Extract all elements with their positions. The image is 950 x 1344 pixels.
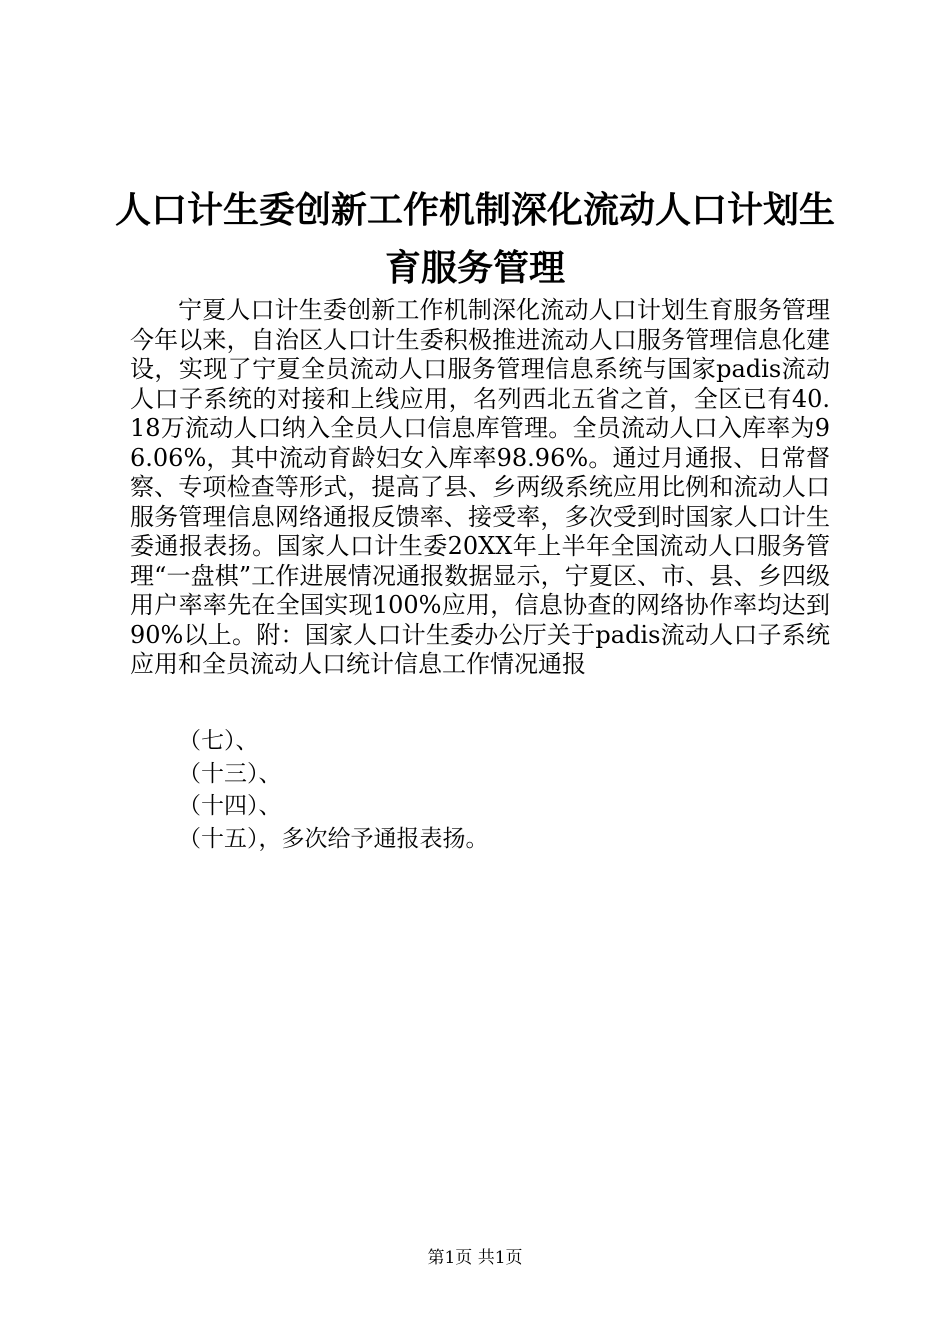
list-item: （七）、: [178, 728, 259, 754]
title-line-2: 育服务管理: [384, 248, 565, 289]
list-item: （十五），多次给予通报表扬。: [178, 825, 489, 852]
page-number-footer: 第1页 共1页: [427, 1248, 523, 1268]
document-title: [100, 182, 850, 298]
list-item: （十三）、: [178, 760, 282, 787]
list-item: （十四）、: [178, 793, 282, 819]
body-paragraph: 宁夏人口计生委创新工作机制深化流动人口计划生育服务管理今年以来，自治区人口计生委积极推进流动人口服务管理信息化建设，实现了宁夏全员流动人口服务管理信息系统与国家padis流动人口子系统的对接和上线应用，名列西北五省之首，全区已有40.18万流动人口纳入全员人口信息库管理。全员流动人口入库率为96.06%，其中流动育龄妇女入库率98.96%。通过月通报、日常督察、专项检查等形式，提高了县、乡两级系统应用比例和流动人口服务管理信息网络通报反馈率、接受率，多次受到时国家人口计生委通报表扬。国家人口计生委20XX年上半年全国流动人口服务管理“一盘棋”工作进展情况通报数据显示，宁夏区、市、县、乡四级用户率率先在全国实现100%应用，信息协查的网络协作率均达到90%以上。附：国家人口计生委办公厅关于padis流动人口子系统应用和全员流动人口统计信息工作情况通报: [130, 296, 830, 678]
item-list: [178, 725, 489, 855]
title-line-1: 人口计生委创新工作机制深化流动人口计划生: [114, 190, 835, 231]
